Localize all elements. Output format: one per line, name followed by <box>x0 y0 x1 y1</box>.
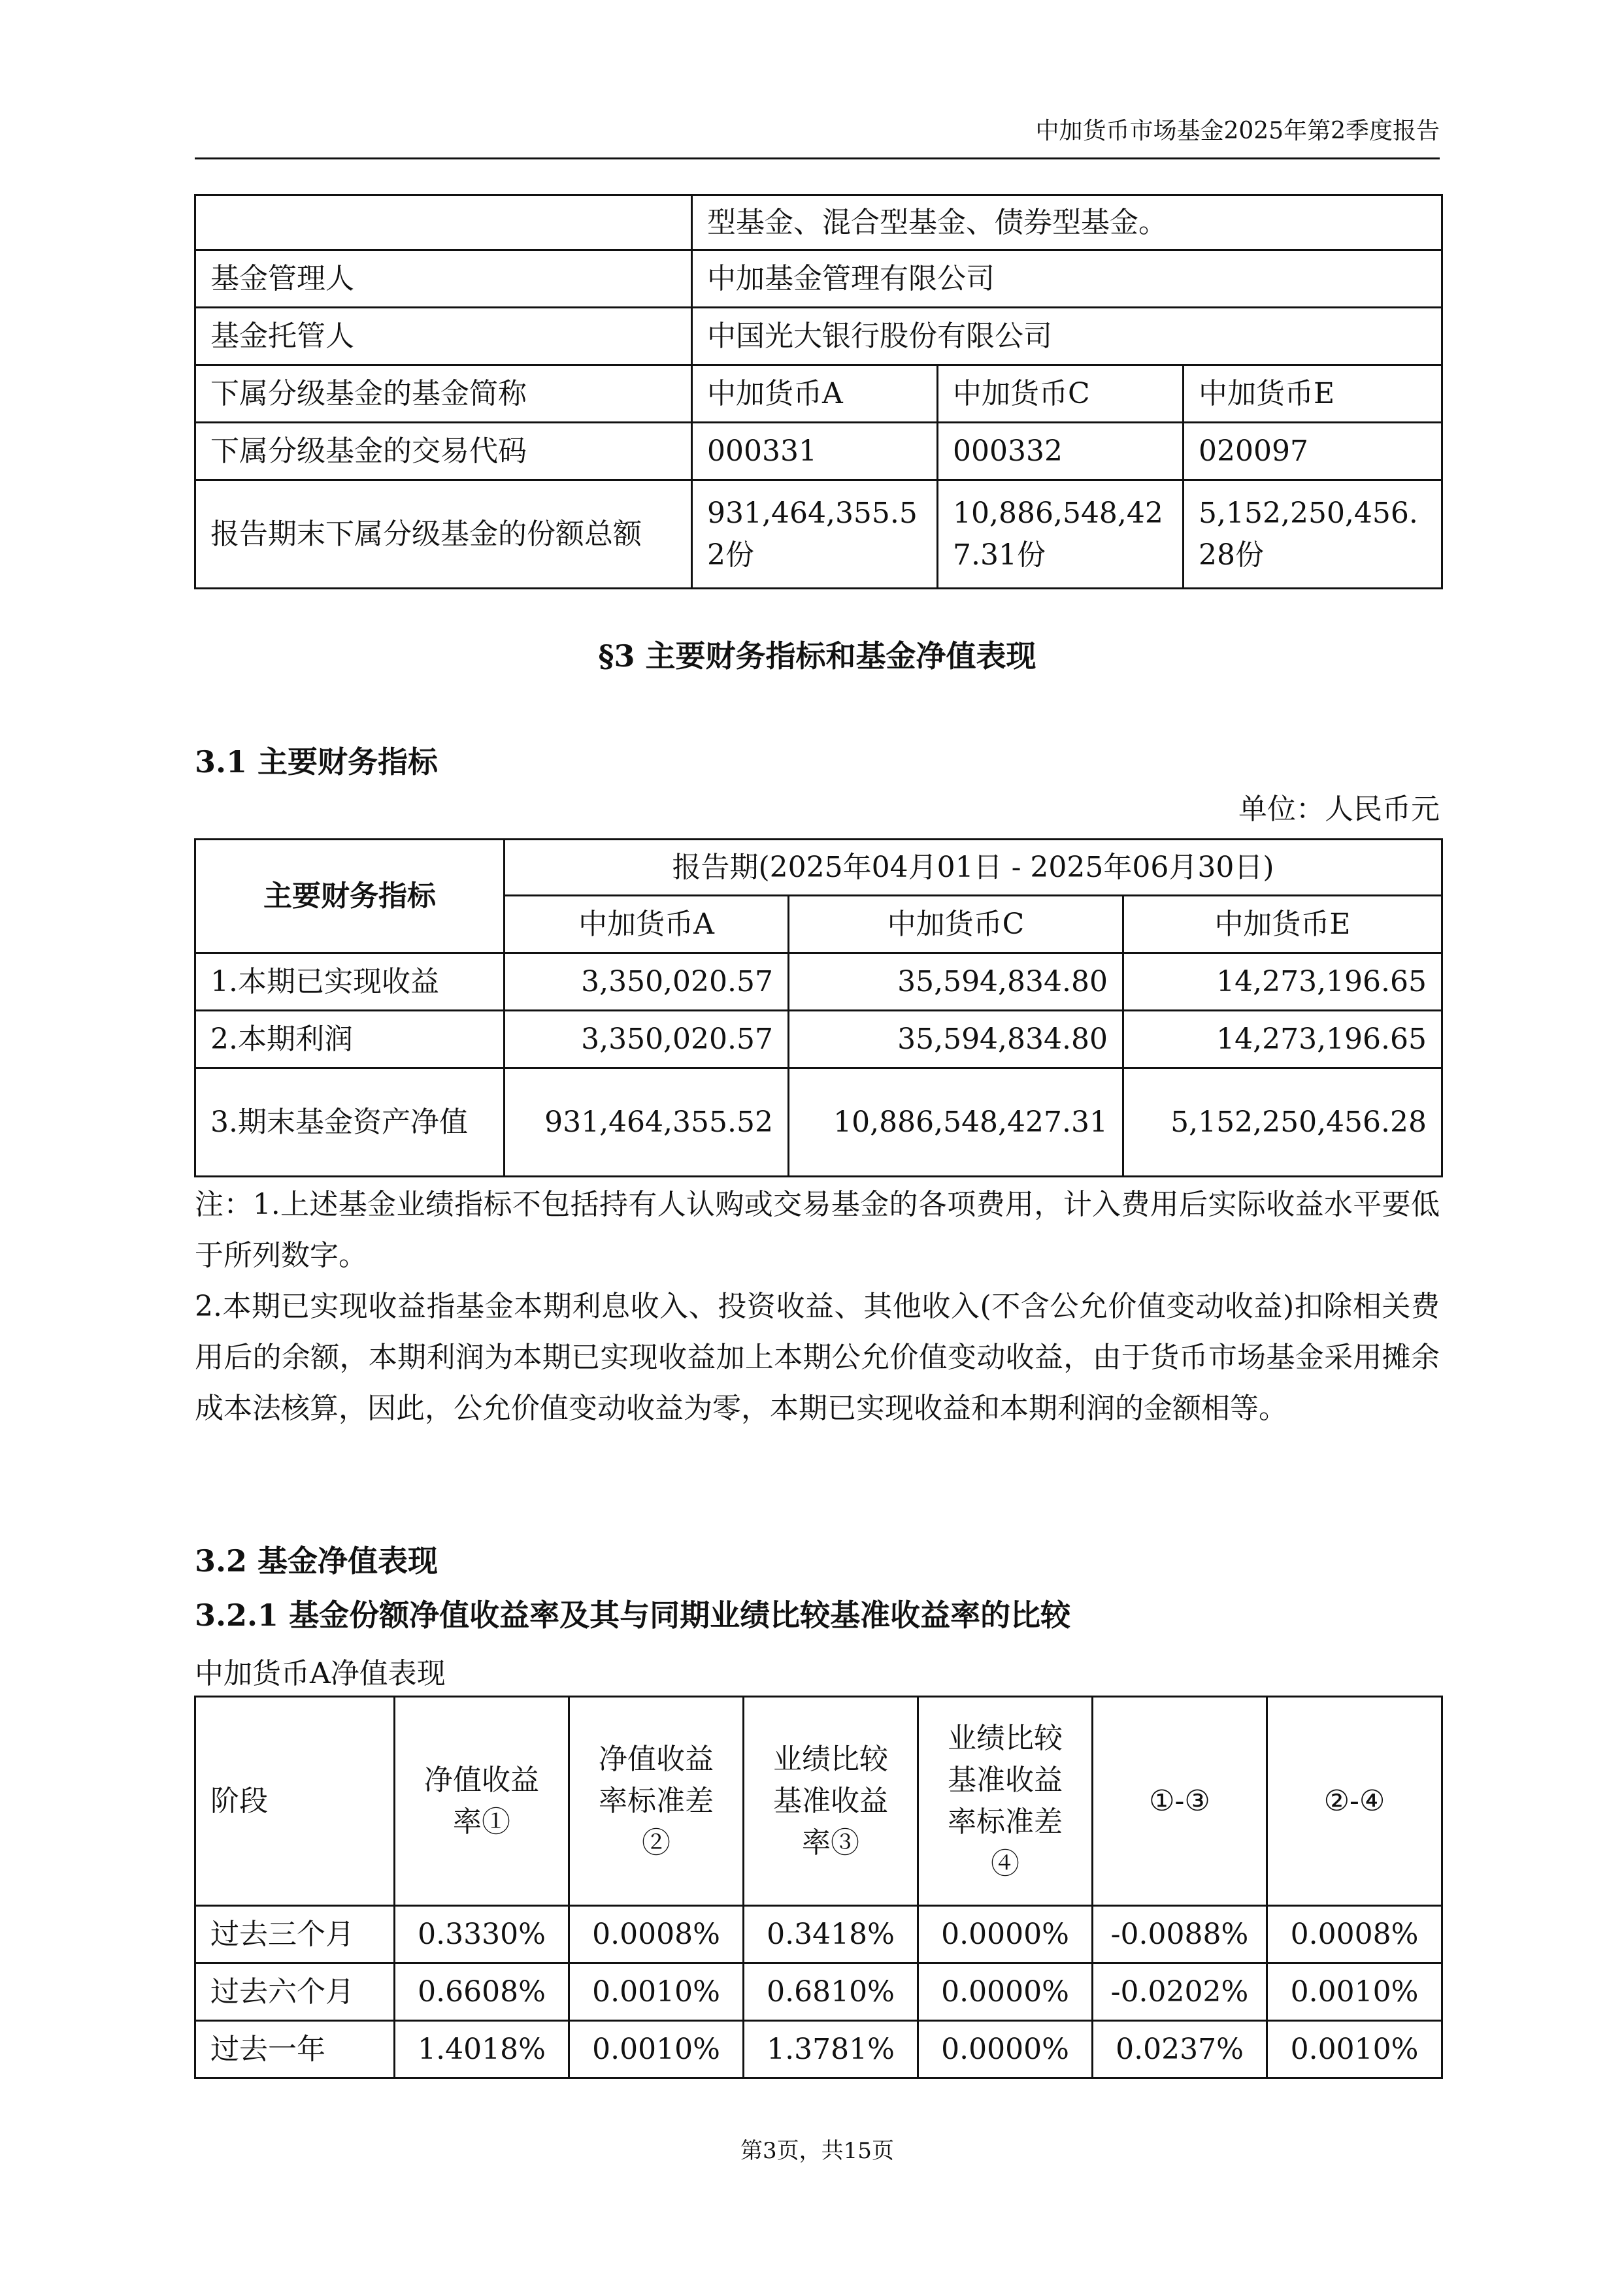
table-row <box>195 250 1442 308</box>
column-header: 净值收益率标准差② <box>569 1697 744 1906</box>
table-row <box>195 1963 1442 2021</box>
table-cell: 020097 <box>1184 423 1442 480</box>
table-cell: 型基金、混合型基金、债券型基金。 <box>692 195 1442 250</box>
table-cell: 0.0010% <box>1267 1963 1442 2021</box>
fund-info-table <box>194 194 1443 589</box>
table-cell: 3,350,020.57 <box>505 953 789 1011</box>
table-cell: 中加货币A <box>692 365 938 423</box>
table-cell <box>195 195 692 250</box>
row-label: 2.本期利润 <box>195 1011 505 1068</box>
table-row <box>195 1906 1442 1963</box>
page-footer: 第3页，共15页 <box>740 2138 894 2164</box>
table-cell: 35,594,834.80 <box>789 1011 1123 1068</box>
table-cell: 中国光大银行股份有限公司 <box>692 308 1442 365</box>
table-cell: 0.6608% <box>395 1963 569 2021</box>
subsection-title: 3.1 主要财务指标 <box>195 744 439 779</box>
column-header: 主要财务指标 <box>195 840 505 953</box>
nav-performance-table <box>194 1696 1443 2079</box>
subsection-title: 3.2 基金净值表现 <box>195 1543 439 1579</box>
column-header: 业绩比较基准收益率标准差④ <box>918 1697 1093 1906</box>
table-cell: 14,273,196.65 <box>1123 953 1442 1011</box>
column-header: 净值收益率① <box>395 1697 569 1906</box>
table-cell: 0.0008% <box>569 1906 744 1963</box>
table-cell: 3,350,020.57 <box>505 1011 789 1068</box>
table-cell: 10,886,548,427.31 <box>789 1068 1123 1177</box>
table-cell: 中加基金管理有限公司 <box>692 250 1442 308</box>
header-rule <box>195 157 1440 159</box>
table-row <box>195 2021 1442 2078</box>
row-label: 1.本期已实现收益 <box>195 953 505 1011</box>
notes-block <box>195 1179 1440 1434</box>
table-cell: 931,464,355.52 <box>505 1068 789 1177</box>
table-cell: 0.3418% <box>744 1906 918 1963</box>
table-cell: 5,152,250,456.28份 <box>1184 480 1442 589</box>
table-cell: 中加货币E <box>1184 365 1442 423</box>
table-cell: 1.4018% <box>395 2021 569 2078</box>
table-cell: 0.3330% <box>395 1906 569 1963</box>
table-cell: 931,464,355.52份 <box>692 480 938 589</box>
column-header: 业绩比较基准收益率③ <box>744 1697 918 1906</box>
table-cell: 0.0000% <box>918 1963 1093 2021</box>
table-cell: 000331 <box>692 423 938 480</box>
table-cell: 000332 <box>938 423 1184 480</box>
table-row <box>195 953 1442 1011</box>
table-cell: 14,273,196.65 <box>1123 1011 1442 1068</box>
table-cell: 0.0000% <box>918 2021 1093 2078</box>
column-header: 中加货币E <box>1123 896 1442 953</box>
table-cell: 0.0000% <box>918 1906 1093 1963</box>
table-header-row <box>195 1697 1442 1906</box>
row-label: 报告期末下属分级基金的份额总额 <box>195 480 692 589</box>
column-header: 中加货币A <box>505 896 789 953</box>
table-row <box>195 1011 1442 1068</box>
note-paragraph: 注：1.上述基金业绩指标不包括持有人认购或交易基金的各项费用，计入费用后实际收益水平要低于所列数字。 <box>195 1188 1440 1272</box>
table-row <box>195 423 1442 480</box>
section-title: §3 主要财务指标和基金净值表现 <box>598 638 1036 674</box>
unit-label: 单位：人民币元 <box>1238 793 1440 826</box>
row-label: 过去三个月 <box>195 1906 395 1963</box>
table-cell: 0.0010% <box>569 2021 744 2078</box>
row-label: 下属分级基金的基金简称 <box>195 365 692 423</box>
table-row <box>195 480 1442 589</box>
column-header: ②-④ <box>1267 1697 1442 1906</box>
table-cell: 0.0010% <box>1267 2021 1442 2078</box>
table-row <box>195 308 1442 365</box>
note-paragraph: 2.本期已实现收益指基金本期利息收入、投资收益、其他收入(不含公允价值变动收益)扣除相关费用后的余额，本期利润为本期已实现收益加上本期公允价值变动收益，由于货币市场基金采用摊余成本法核算，因此，公允价值变动收益为零，本期已实现收益和本期利润的金额相等。 <box>195 1290 1440 1425</box>
row-label: 下属分级基金的交易代码 <box>195 423 692 480</box>
table-cell: 1.3781% <box>744 2021 918 2078</box>
table-cell: 0.6810% <box>744 1963 918 2021</box>
row-label: 过去六个月 <box>195 1963 395 2021</box>
row-label: 3.期末基金资产净值 <box>195 1068 505 1177</box>
row-label: 基金管理人 <box>195 250 692 308</box>
row-label: 基金托管人 <box>195 308 692 365</box>
table-cell: 35,594,834.80 <box>789 953 1123 1011</box>
table-cell: 10,886,548,427.31份 <box>938 480 1184 589</box>
column-header: 阶段 <box>195 1697 395 1906</box>
row-label: 过去一年 <box>195 2021 395 2078</box>
table-cell: 0.0008% <box>1267 1906 1442 1963</box>
table-cell: 5,152,250,456.28 <box>1123 1068 1442 1177</box>
table-row <box>195 1068 1442 1177</box>
table-cell: -0.0088% <box>1093 1906 1267 1963</box>
table-cell: 中加货币C <box>938 365 1184 423</box>
table-row <box>195 195 1442 250</box>
table-cell: 0.0237% <box>1093 2021 1267 2078</box>
page-header: 中加货币市场基金2025年第2季度报告 <box>1035 118 1440 144</box>
table-cell: -0.0202% <box>1093 1963 1267 2021</box>
table-cell: 0.0010% <box>569 1963 744 2021</box>
table-row <box>195 365 1442 423</box>
subsection-title: 3.2.1 基金份额净值收益率及其与同期业绩比较基准收益率的比较 <box>195 1598 1071 1633</box>
table-caption: 中加货币A净值表现 <box>195 1657 446 1690</box>
table-header-row <box>195 840 1442 896</box>
period-header: 报告期(2025年04月01日 - 2025年06月30日) <box>505 840 1442 896</box>
column-header: ①-③ <box>1093 1697 1267 1906</box>
financial-indicators-table <box>194 838 1443 1177</box>
column-header: 中加货币C <box>789 896 1123 953</box>
